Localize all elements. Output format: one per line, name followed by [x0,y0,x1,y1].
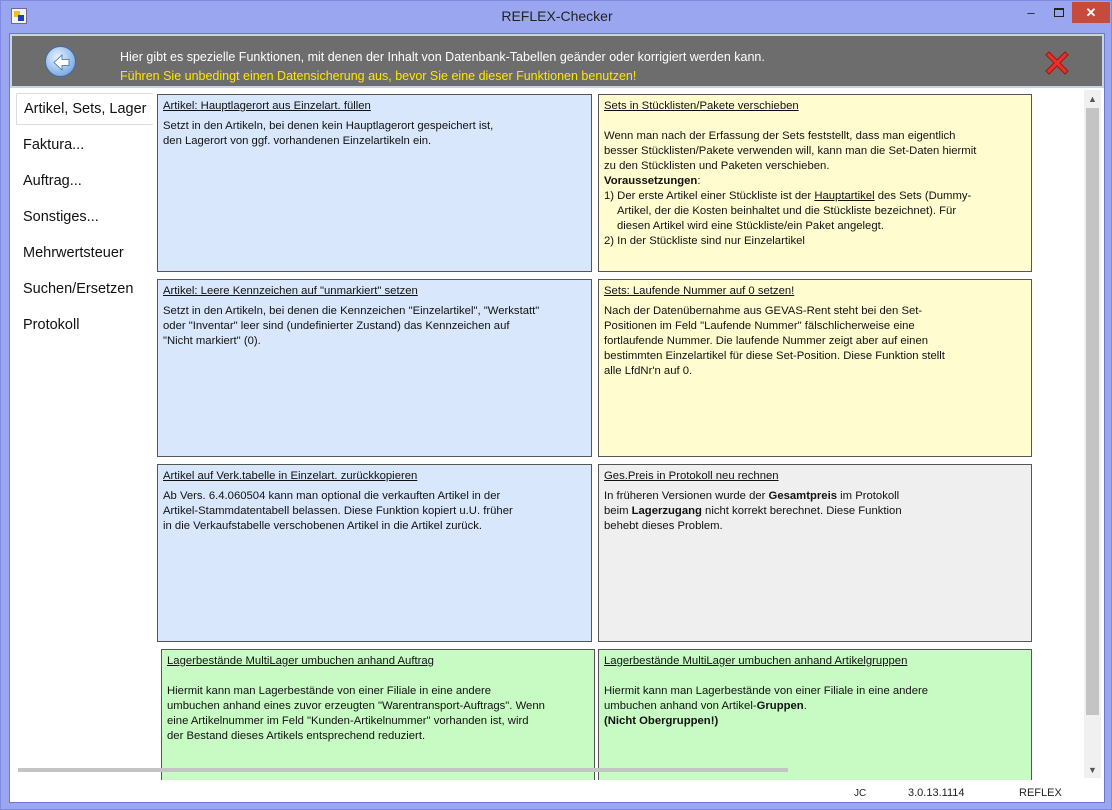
function-panel-multilager-artikelgruppen[interactable] [598,649,1032,781]
text-fragment: In früheren Versionen wurde der [604,490,769,502]
panel-text [604,699,1026,714]
panel-text: den Lagerort von ggf. vorhandenen Einzelartikeln ein. [163,135,432,147]
scroll-thumb[interactable] [1086,108,1099,715]
panel-text: Ab Vers. 6.4.060504 kann man optional die verkauften Artikel in der [163,490,501,502]
text-fragment-bold: Lagerzugang [631,505,702,517]
window-close-button[interactable]: ✕ [1072,2,1110,23]
header-warning-text: Führen Sie unbedingt einen Datensicherung aus, bevor Sie eine dieser Funktionen benutzen! [120,69,637,83]
header-info-text: Hier gibt es spezielle Funktionen, mit denen der Inhalt von Datenbank-Tabellen geänder oder korrigiert werden kann. [120,50,765,64]
panel-text: in die Verkaufstabelle verschobenen Artikel in die Artikel zurück. [163,520,482,532]
status-version: 3.0.13.1114 [908,787,965,799]
maximize-icon [1054,8,1064,17]
panel-text: zu den Stücklisten und Paketen verschieben. [604,160,830,172]
panel-title-link[interactable]: Artikel: Leere Kennzeichen auf "unmarkiert" setzen [163,285,418,297]
text-fragment-bold: Gesamtpreis [768,490,837,502]
panel-title-link[interactable]: Lagerbestände MultiLager umbuchen anhand Auftrag [167,655,434,667]
text-fragment: im Protokoll [837,490,900,502]
panel-text: der Bestand dieses Artikels entsprechend reduziert. [167,730,426,742]
panel-text: Artikel, der die Kosten beinhaltet und die Stückliste bezeichnet). Für [617,205,957,217]
text-fragment: beim [604,505,632,517]
panel-text: fortlaufende Nummer. Die laufende Nummer zeigt aber auf einen [604,335,929,347]
sidebar-item-auftrag[interactable]: Auftrag... [23,173,82,189]
function-panel-gesamtpreis[interactable] [598,464,1032,642]
panel-text: Positionen im Feld "Laufende Nummer" fälschlicherweise eine [604,320,915,332]
panel-title-link[interactable]: Artikel: Hauptlagerort aus Einzelart. füllen [163,100,371,112]
panel-text: alle LfdNr'n auf 0. [604,365,693,377]
panel-text: Hiermit kann man Lagerbestände von einer Filiale in eine andere [167,685,492,697]
window-title: REFLEX-Checker [501,8,613,24]
panel-text: Artikel-Stammdatentabell belassen. Diese Funktion kopiert u.U. früher [163,505,513,517]
panel-text: umbuchen anhand eines zuvor erzeugten "Warentransport-Auftrags". Wenn [167,700,545,712]
panel-text: eine Artikelnummer im Feld "Kunden-Artikelnummer" vorhanden ist, wird [167,715,529,727]
text-fragment: . [803,700,807,712]
function-panel-multilager-auftrag[interactable] [161,649,595,781]
panel-title-link[interactable]: Ges.Preis in Protokoll neu rechnen [604,470,779,482]
requirements-label: Voraussetzungen [604,175,698,187]
status-product: REFLEX [1019,787,1062,799]
panel-text: diesen Artikel wird eine Stückliste/ein Paket angelegt. [617,220,884,232]
sidebar-item-mehrwertsteuer[interactable]: Mehrwertsteuer [23,245,124,261]
panel-text [604,504,1026,519]
text-fragment: nicht korrekt berechnet. Diese Funktion [701,505,902,517]
maximize-button[interactable] [1045,2,1072,23]
minimize-button[interactable]: – [1027,5,1035,20]
client-area [9,33,1105,803]
horizontal-scrollbar[interactable] [18,768,788,772]
panel-title-link[interactable]: Sets in Stücklisten/Pakete verschieben [604,100,799,112]
scroll-up-icon[interactable]: ▲ [1088,93,1097,104]
function-panel-hauptlagerort[interactable] [157,94,592,272]
sidebar-nav [10,90,153,780]
panel-text [604,189,1026,204]
panel-title-link[interactable]: Artikel auf Verk.tabelle in Einzelart. zurückkopieren [163,470,418,482]
sidebar-item-artikel-sets-lager[interactable]: Artikel, Sets, Lager [16,93,153,125]
sidebar-item-sonstiges[interactable]: Sonstiges... [23,209,99,225]
sidebar-item-suchen-ersetzen[interactable]: Suchen/Ersetzen [23,281,134,297]
panel-text: behebt dieses Problem. [604,520,723,532]
function-panel-kennzeichen[interactable] [157,279,592,457]
panel-text: Hiermit kann man Lagerbestände von einer Filiale in eine andere [604,685,929,697]
panel-text: besser Stücklisten/Pakete verwenden will, kann man die Set-Daten hiermit [604,145,977,157]
title-bar[interactable] [1,1,1112,33]
sidebar-item-protokoll[interactable]: Protokoll [23,317,80,333]
panel-text: oder "Inventar" leer sind (undefinierter Zustand) das Kennzeichen auf [163,320,510,332]
function-panel-sets-stuecklisten[interactable] [598,94,1032,272]
text-fragment: umbuchen anhand von Artikel- [604,700,757,712]
text-fragment-underlined: Hauptartikel [814,190,875,202]
panel-text: 2) In der Stückliste sind nur Einzelartikel [604,235,805,247]
red-x-icon[interactable] [1041,47,1073,79]
text-fragment: 1) Der erste Artikel einer Stückliste ist der [604,190,815,202]
back-arrow-icon[interactable] [45,46,76,77]
panel-text [604,174,1026,189]
requirements-colon: : [697,175,701,187]
panel-text: "Nicht markiert" (0). [163,335,261,347]
sidebar-item-faktura[interactable]: Faktura... [23,137,85,153]
panel-text: Nach der Datenübernahme aus GEVAS-Rent steht bei den Set- [604,305,923,317]
panel-text: Wenn man nach der Erfassung der Sets feststellt, dass man eigentlich [604,130,956,142]
panel-text: Setzt in den Artikeln, bei denen kein Hauptlagerort gespeichert ist, [163,120,494,132]
text-fragment-bold: Gruppen [756,700,804,712]
panel-text [604,489,1026,504]
panel-text: Setzt in den Artikeln, bei denen die Kennzeichen "Einzelartikel", "Werkstatt" [163,305,540,317]
status-bar [10,780,1104,802]
panel-title-link[interactable]: Lagerbestände MultiLager umbuchen anhand Artikelgruppen [604,655,908,667]
info-header [10,34,1104,88]
scroll-down-icon[interactable]: ▼ [1088,764,1097,775]
panel-title-link[interactable]: Sets: Laufende Nummer auf 0 setzen! [604,285,795,297]
function-panel-verkaufstabelle[interactable] [157,464,592,642]
function-panel-laufende-nummer[interactable] [598,279,1032,457]
panel-text: (Nicht Obergruppen!) [604,715,719,727]
panel-text: bestimmten Einzelartikel für diese Set-Position. Diese Funktion stellt [604,350,945,362]
vertical-scrollbar[interactable] [1084,90,1101,778]
text-fragment: des Sets (Dummy- [874,190,972,202]
status-user: JC [854,788,867,799]
